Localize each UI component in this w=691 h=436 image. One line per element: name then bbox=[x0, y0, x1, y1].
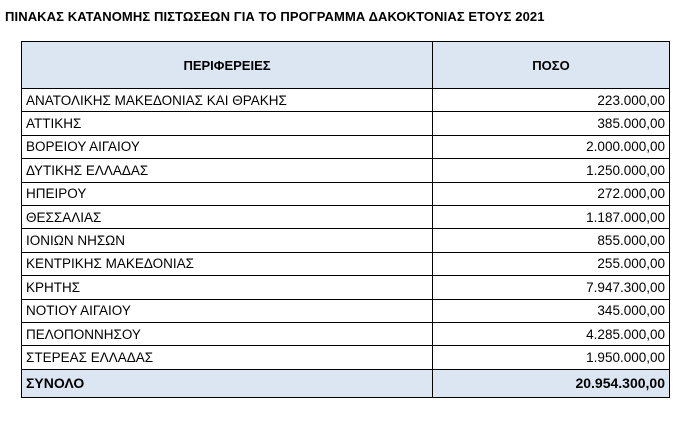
table-row bbox=[22, 205, 670, 228]
table-row bbox=[22, 252, 670, 275]
region-cell: ΠΕΛΟΠΟΝΝΗΣΟΥ bbox=[22, 322, 433, 345]
region-cell: ΚΡΗΤΗΣ bbox=[22, 276, 433, 299]
table-row bbox=[22, 322, 670, 345]
amount-cell: 223.000,00 bbox=[433, 89, 670, 112]
amount-cell: 255.000,00 bbox=[433, 252, 670, 275]
amount-cell: 345.000,00 bbox=[433, 299, 670, 322]
region-cell: ΙΟΝΙΩΝ ΝΗΣΩΝ bbox=[22, 229, 433, 252]
table-body bbox=[22, 89, 670, 370]
amount-cell: 385.000,00 bbox=[433, 112, 670, 135]
total-amount: 20.954.300,00 bbox=[433, 369, 670, 397]
table-header-row bbox=[22, 42, 670, 89]
document-title: ΠΙΝΑΚΑΣ ΚΑΤΑΝΟΜΗΣ ΠΙΣΤΩΣΕΩΝ ΓΙΑ ΤΟ ΠΡΟΓΡΑΜΜΑ ΔΑΚΟΚΤΟΝΙΑΣ ΕΤΟΥΣ 2021 bbox=[5, 9, 545, 24]
table-row bbox=[22, 299, 670, 322]
region-cell: ΝΟΤΙΟΥ ΑΙΓΑΙΟΥ bbox=[22, 299, 433, 322]
total-row bbox=[22, 369, 670, 397]
region-cell: ΘΕΣΣΑΛΙΑΣ bbox=[22, 205, 433, 228]
table-row bbox=[22, 159, 670, 182]
region-cell: ΑΤΤΙΚΗΣ bbox=[22, 112, 433, 135]
table-row bbox=[22, 135, 670, 158]
amount-cell: 272.000,00 bbox=[433, 182, 670, 205]
region-cell: ΗΠΕΙΡΟΥ bbox=[22, 182, 433, 205]
table-row bbox=[22, 182, 670, 205]
column-header-region: ΠΕΡΙΦΕΡΕΙΕΣ bbox=[22, 42, 433, 89]
amount-cell: 7.947.300,00 bbox=[433, 276, 670, 299]
region-cell: ΑΝΑΤΟΛΙΚΗΣ ΜΑΚΕΔΟΝΙΑΣ ΚΑΙ ΘΡΑΚΗΣ bbox=[22, 89, 433, 112]
table-row bbox=[22, 276, 670, 299]
column-header-amount: ΠΟΣΟ bbox=[433, 42, 670, 89]
region-cell: ΣΤΕΡΕΑΣ ΕΛΛΑΔΑΣ bbox=[22, 346, 433, 369]
region-cell: ΚΕΝΤΡΙΚΗΣ ΜΑΚΕΔΟΝΙΑΣ bbox=[22, 252, 433, 275]
amount-cell: 855.000,00 bbox=[433, 229, 670, 252]
region-cell: ΔΥΤΙΚΗΣ ΕΛΛΑΔΑΣ bbox=[22, 159, 433, 182]
total-label: ΣΥΝΟΛΟ bbox=[22, 369, 433, 397]
amount-cell: 2.000.000,00 bbox=[433, 135, 670, 158]
table-row bbox=[22, 229, 670, 252]
amount-cell: 4.285.000,00 bbox=[433, 322, 670, 345]
table-row bbox=[22, 89, 670, 112]
table-row bbox=[22, 346, 670, 369]
table-row bbox=[22, 112, 670, 135]
amount-cell: 1.950.000,00 bbox=[433, 346, 670, 369]
amount-cell: 1.187.000,00 bbox=[433, 205, 670, 228]
region-cell: ΒΟΡΕΙΟΥ ΑΙΓΑΙΟΥ bbox=[22, 135, 433, 158]
amount-cell: 1.250.000,00 bbox=[433, 159, 670, 182]
allocation-table bbox=[21, 41, 670, 398]
